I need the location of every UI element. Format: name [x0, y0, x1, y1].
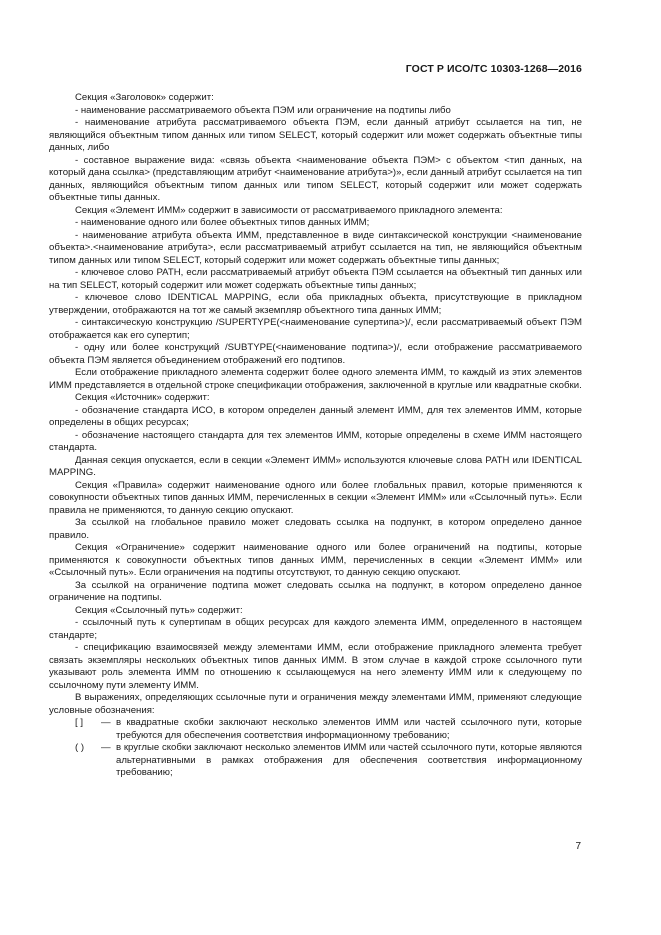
paragraph: Секция «Заголовок» содержит:	[75, 92, 214, 103]
paragraph: За ссылкой на глобальное правило может следовать ссылка на подпункт, в котором определено данное правило.	[49, 517, 582, 541]
document-body	[49, 92, 582, 780]
legend-dash: —	[101, 742, 111, 753]
paragraph: - наименование атрибута объекта ИММ, представленное в виде синтаксической конструкции <наименование объекта>.<наименование атрибута>, если рассматриваемый атрибут ссылается на тип, не являющийся объектным типом данных или типом SELECT, который содержит или может содержать объектные типы данных;	[49, 229, 582, 266]
paragraph: - составное выражение вида: «связь объекта <наименование объекта ПЭМ> с объектом <тип данных, на который дана ссылка> (представляющим атрибут <наименование атрибута>)», если данный атрибут ссылается на тип данных, являющийся объектным типом данных или типом SELECT, который содержит или может содержать объектные типы данных.	[49, 154, 582, 203]
paragraph: - наименование рассматриваемого объекта ПЭМ или ограничение на подтипы либо	[75, 104, 451, 116]
legend-symbol: [ ]	[75, 717, 83, 728]
paragraph: - ключевое слово PATH, если рассматриваемый атрибут объекта ПЭМ ссылается на объектный тип данных или на тип SELECT, который содержит или может содержать объектные типы данных;	[49, 267, 582, 291]
paragraph: - наименование одного или более объектных типов данных ИММ;	[75, 217, 370, 228]
paragraph: Если отображение прикладного элемента содержит более одного элемента ИММ, то каждый из этих элементов ИММ представляется в отдельной строке спецификации отображения, заключенной в круглые или квадратные скобки.	[49, 367, 582, 391]
paragraph: Секция «Правила» содержит наименование одного или более глобальных правил, которые применяются к совокупности объектных типов данных ИММ, перечисленных в секции «Элемент ИММ» или «Ссылочный путь». Если правила не применяются, то данную секцию опускают.	[49, 479, 582, 516]
paragraph: Секция «Ограничение» содержит наименование одного или более ограничений на подтипы, которые применяются к совокупности объектных типов данных ИММ, перечисленных в секции «Элемент ИММ» или «Ссылочный путь». Если ограничения на подтипы отсутствуют, то данную секцию опускают.	[49, 542, 582, 578]
paragraph: - обозначение настоящего стандарта для тех элементов ИММ, которые определены в схеме ИММ настоящего стандарта.	[49, 429, 582, 453]
paragraph: - наименование атрибута рассматриваемого объекта ПЭМ, если данный атрибут ссылается на тип, не являющийся объектным типом данных или типом SELECT, который содержит или может содержать объектные типы данных, либо	[49, 117, 582, 153]
legend-item-round-brackets	[49, 742, 582, 780]
legend-symbol: ( )	[75, 742, 85, 753]
paragraph: Данная секция опускается, если в секции «Элемент ИММ» используются ключевые слова PATH или IDENTICAL MAPPING.	[49, 454, 582, 478]
paragraph: Секция «Ссылочный путь» содержит:	[75, 604, 243, 616]
paragraph: За ссылкой на ограничение подтипа может следовать ссылка на подпункт, в котором определено данное ограничение на подтипы.	[49, 579, 582, 603]
paragraph: Секция «Источник» содержит:	[75, 392, 210, 403]
paragraph: - обозначение стандарта ИСО, в котором определен данный элемент ИММ, для тех элементов ИММ, которые определены в общих ресурсах;	[49, 404, 582, 428]
legend-dash: —	[101, 717, 111, 728]
legend-item-square-brackets	[49, 717, 582, 742]
page-number: 7	[575, 841, 581, 852]
paragraph: В выражениях, определяющих ссылочные пути и ограничения между элементами ИММ, применяют следующие условные обозначения:	[49, 692, 582, 716]
paragraph: - синтаксическую конструкцию /SUPERTYPE(<наименование супертипа>)/, если рассматриваемый объект ПЭМ отображается как его супертип;	[49, 317, 582, 341]
paragraph: - спецификацию взаимосвязей между элементами ИММ, если отображение прикладного элемента требует связать экземпляры нескольких объектных типов данных ИММ. В этом случае в каждой строке ссылочного пути указывают роль элемента ИММ по отношению к ссылающемуся на него элементу ИММ или к следующему по ссылочному пути элементу ИММ.	[49, 642, 582, 691]
paragraph: - ссылочный путь к супертипам в общих ресурсах для каждого элемента ИММ, определенного в настоящем стандарте;	[49, 617, 582, 641]
legend-text: в круглые скобки заключают несколько элементов ИММ или частей ссылочного пути, которые являются альтернативными в рамках отображения для обеспечения соответствия информационному требованию;	[116, 742, 582, 778]
paragraph: - одну или более конструкций /SUBTYPE(<наименование подтипа>)/, если отображение рассматриваемого объекта ПЭМ является объединением отображений его подтипов.	[49, 342, 582, 366]
standard-header: ГОСТ Р ИСО/ТС 10303-1268—2016	[405, 63, 582, 75]
legend-text: в квадратные скобки заключают несколько элементов ИММ или частей ссылочного пути, которые требуются для обеспечения соответствия информационному требованию;	[116, 717, 582, 741]
paragraph: - ключевое слово IDENTICAL MAPPING, если оба прикладных объекта, присутствующие в прикладном утверждении, отображаются на тот же самый экземпляр объектного типа данных ИММ;	[49, 292, 582, 316]
paragraph: Секция «Элемент ИММ» содержит в зависимости от рассматриваемого прикладного элемента:	[75, 204, 503, 216]
